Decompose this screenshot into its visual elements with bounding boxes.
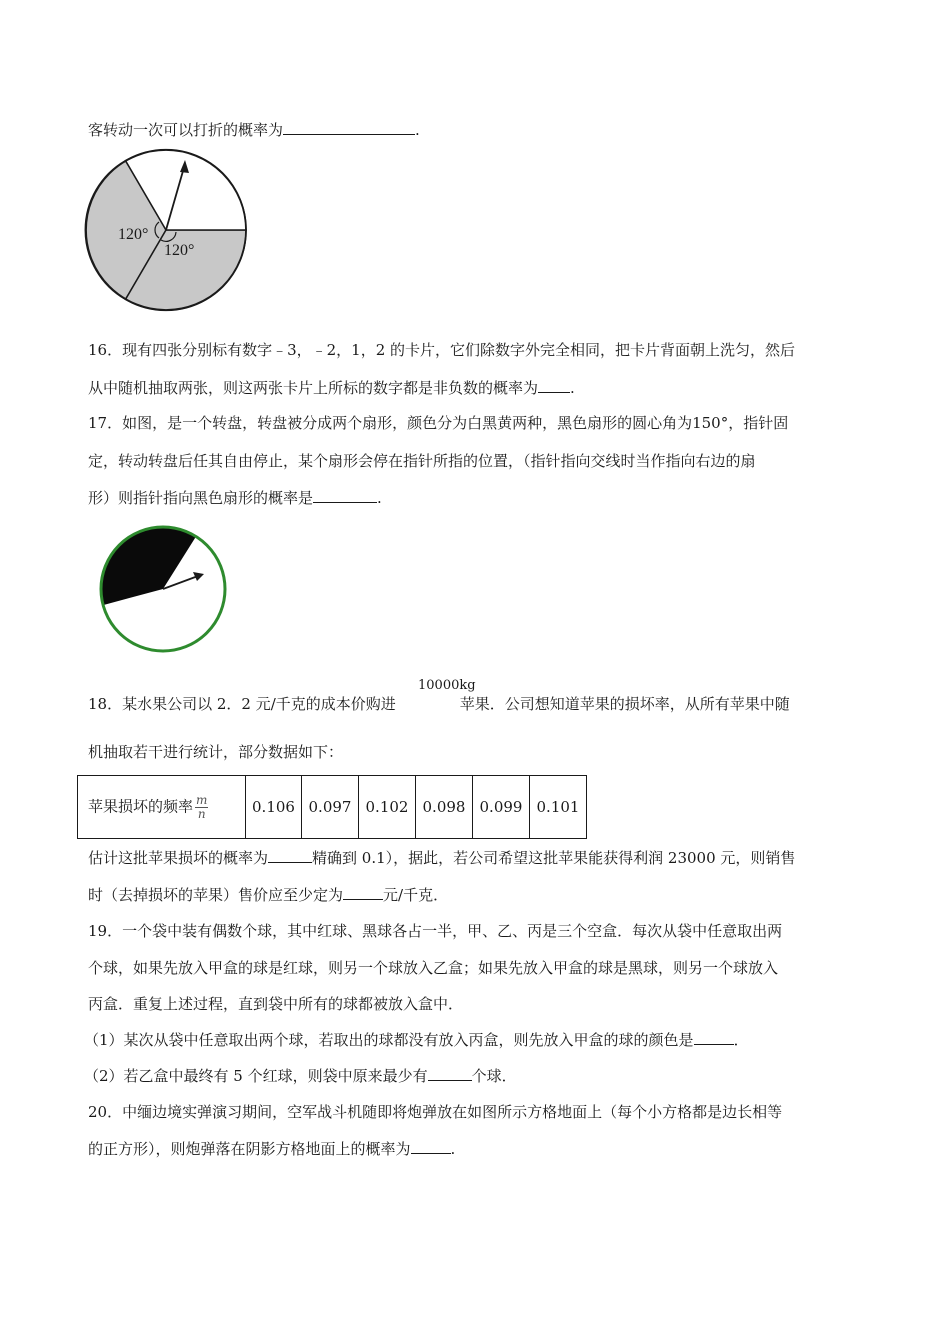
- q18-line2: 机抽取若干进行统计，部分数据如下：: [88, 743, 344, 761]
- q16-period: .: [570, 379, 575, 397]
- table-row: [78, 776, 587, 839]
- q19-sub1-text: （1）某次从袋中任意取出两个球，若取出的球都没有放入丙盒，则先放入甲盒的球的颜色是: [84, 1031, 694, 1049]
- q15-angle-left: 120°: [118, 226, 149, 243]
- q15-angle-right: 120°: [164, 242, 195, 259]
- q15-answer-blank[interactable]: [283, 120, 415, 135]
- q17-answer-blank[interactable]: [313, 488, 377, 503]
- q19-sub2: [84, 1066, 517, 1086]
- q18-frac-den: n: [197, 806, 206, 821]
- q19-color-blank[interactable]: [694, 1030, 734, 1045]
- q20-answer-blank[interactable]: [411, 1139, 451, 1154]
- q18-probability-blank[interactable]: [268, 848, 312, 863]
- table-cell: 0.102: [359, 776, 416, 839]
- q20-line2: [88, 1139, 455, 1159]
- q18-mass-label: 10000kg: [418, 678, 476, 693]
- q19-line2: 个球，如果先放入甲盒的球是红球，则另一个球放入乙盒；如果先放入甲盒的球是黑球，则另一个球放入: [88, 959, 779, 977]
- q20-line1: 20．中缅边境实弹演习期间，空军战斗机随即将炮弹放在如图所示方格地面上（每个小方格都是边长相等: [88, 1103, 783, 1121]
- q20-period: .: [450, 1140, 456, 1158]
- q18-table-header: [78, 776, 246, 839]
- q18-price-blank[interactable]: [343, 885, 383, 900]
- q16-answer-blank[interactable]: [538, 378, 570, 393]
- q18-fraction: [195, 794, 208, 821]
- q19-sub2-b: 个球．: [471, 1067, 517, 1085]
- q17-period: .: [377, 489, 382, 507]
- q19-sub2-a: （2）若乙盒中最终有 5 个红球，则袋中原来最少有: [84, 1067, 428, 1085]
- table-cell: 0.098: [416, 776, 473, 839]
- q19-sub1: [84, 1030, 749, 1050]
- q18-line1: [88, 694, 790, 714]
- q18-after1-b: 精确到 0.1），据此，若公司希望这批苹果能获得利润 23000 元，则销售: [312, 849, 796, 867]
- table-cell: 0.106: [246, 776, 302, 839]
- q20-line2-text: 的正方形），则炮弹落在阴影方格地面上的概率为: [88, 1140, 411, 1158]
- q17-line1: 17．如图，是一个转盘，转盘被分成两个扇形，颜色分为白黑黄两种，黑色扇形的圆心角为150°，指针固: [88, 414, 789, 432]
- q18-line1-a: 18．某水果公司以 2．2 元/千克的成本价购进: [88, 695, 396, 713]
- q15-spinner-figure: [85, 148, 250, 308]
- q17-spinner-figure: [98, 524, 228, 654]
- q18-frac-num: m: [196, 792, 208, 807]
- q17-line3-text: 形）则指针指向黑色扇形的概率是: [88, 489, 314, 507]
- q19-sub1-end: ．: [733, 1031, 749, 1049]
- q16-line2-text: 从中随机抽取两张，则这两张卡片上所标的数字都是非负数的概率为: [88, 379, 539, 397]
- q15-tail-text: 客转动一次可以打折的概率为: [88, 121, 284, 139]
- q16-line2: [88, 378, 575, 398]
- q17-line2: 定，转动转盘后任其自由停止，某个扇形会停在指针所指的位置，（指针指向交线时当作指向右边的扇: [88, 452, 756, 470]
- q18-after2-a: 时（去掉损坏的苹果）售价应至少定为: [88, 886, 344, 904]
- q15-period: .: [415, 121, 420, 139]
- q18-after1-a: 估计这批苹果损坏的概率为: [88, 849, 269, 867]
- q19-count-blank[interactable]: [428, 1066, 472, 1081]
- table-cell: 0.099: [473, 776, 530, 839]
- q15-tail-line: [88, 120, 420, 140]
- table-cell: 0.097: [302, 776, 359, 839]
- q18-after2: [88, 885, 448, 905]
- q18-line1-b: 苹果．公司想知道苹果的损坏率，从所有苹果中随: [459, 695, 790, 713]
- q18-after2-b: 元/千克．: [383, 886, 449, 904]
- table-cell: 0.101: [530, 776, 587, 839]
- q18-frequency-table: [77, 775, 587, 839]
- q17-line3: [88, 488, 382, 508]
- q18-after1: [88, 848, 795, 868]
- q19-line1: 19．一个袋中装有偶数个球，其中红球、黑球各占一半，甲、乙、丙是三个空盒．每次从袋中任意取出两: [88, 922, 783, 940]
- q18-table-header-text: 苹果损坏的频率: [88, 797, 194, 815]
- q19-line3: 丙盒．重复上述过程，直到袋中所有的球都被放入盒中．: [88, 995, 464, 1013]
- q16-line1: 16．现有四张分别标有数字﹣3，﹣2，1，2 的卡片，它们除数字外完全相同，把卡片背面朝上洗匀，然后: [88, 341, 796, 359]
